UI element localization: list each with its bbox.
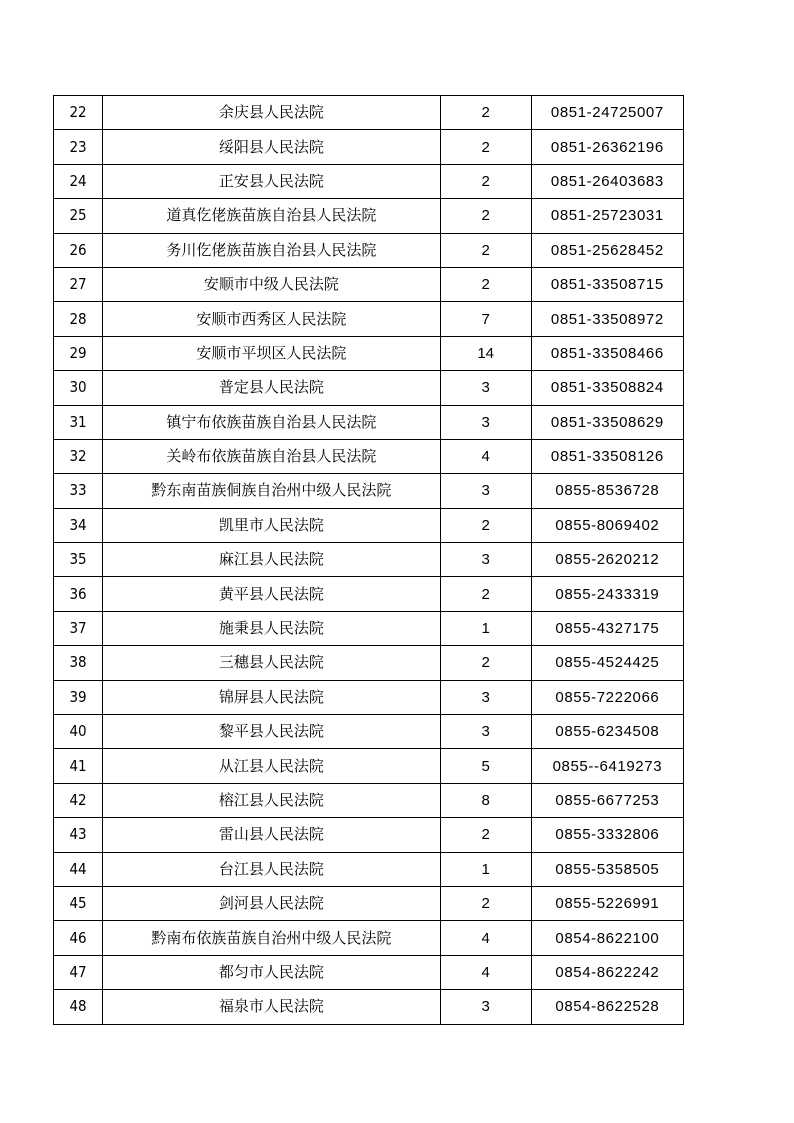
court-name-cell: 镇宁布依族苗族自治县人民法院: [103, 405, 441, 439]
count-cell: 3: [440, 371, 531, 405]
court-name-cell: 施秉县人民法院: [103, 611, 441, 645]
table-row: [54, 439, 684, 473]
count-cell: 3: [440, 715, 531, 749]
phone-cell: 0855-2620212: [531, 543, 683, 577]
table-row: [54, 267, 684, 301]
court-name-cell: 余庆县人民法院: [103, 96, 441, 130]
court-name-cell: 普定县人民法院: [103, 371, 441, 405]
row-number-cell: 48: [54, 990, 103, 1024]
phone-cell: 0851-33508126: [531, 439, 683, 473]
court-name-cell: 三穗县人民法院: [103, 646, 441, 680]
row-number-cell: 29: [54, 336, 103, 370]
row-number-cell: 46: [54, 921, 103, 955]
count-cell: 2: [440, 130, 531, 164]
count-cell: 2: [440, 96, 531, 130]
table-row: [54, 96, 684, 130]
table-row: [54, 921, 684, 955]
court-name-cell: 安顺市中级人民法院: [103, 267, 441, 301]
table-row: [54, 199, 684, 233]
table-row: [54, 577, 684, 611]
row-number-cell: 34: [54, 508, 103, 542]
phone-cell: 0855-2433319: [531, 577, 683, 611]
count-cell: 14: [440, 336, 531, 370]
court-name-cell: 台江县人民法院: [103, 852, 441, 886]
phone-cell: 0855-4524425: [531, 646, 683, 680]
court-name-cell: 绥阳县人民法院: [103, 130, 441, 164]
row-number-cell: 37: [54, 611, 103, 645]
row-number-cell: 38: [54, 646, 103, 680]
row-number-cell: 28: [54, 302, 103, 336]
phone-cell: 0855--6419273: [531, 749, 683, 783]
phone-cell: 0854-8622100: [531, 921, 683, 955]
row-number-cell: 35: [54, 543, 103, 577]
phone-cell: 0854-8622528: [531, 990, 683, 1024]
count-cell: 2: [440, 199, 531, 233]
phone-cell: 0854-8622242: [531, 955, 683, 989]
count-cell: 4: [440, 955, 531, 989]
row-number-cell: 24: [54, 164, 103, 198]
table-row: [54, 233, 684, 267]
court-name-cell: 务川仡佬族苗族自治县人民法院: [103, 233, 441, 267]
row-number-cell: 32: [54, 439, 103, 473]
court-name-cell: 安顺市西秀区人民法院: [103, 302, 441, 336]
court-name-cell: 从江县人民法院: [103, 749, 441, 783]
count-cell: 2: [440, 577, 531, 611]
court-name-cell: 道真仡佬族苗族自治县人民法院: [103, 199, 441, 233]
row-number-cell: 45: [54, 886, 103, 920]
table-row: [54, 783, 684, 817]
table-row: [54, 405, 684, 439]
court-contact-table: [53, 95, 684, 1025]
count-cell: 2: [440, 508, 531, 542]
count-cell: 2: [440, 646, 531, 680]
count-cell: 1: [440, 852, 531, 886]
count-cell: 3: [440, 405, 531, 439]
count-cell: 7: [440, 302, 531, 336]
court-name-cell: 黔东南苗族侗族自治州中级人民法院: [103, 474, 441, 508]
count-cell: 4: [440, 921, 531, 955]
row-number-cell: 26: [54, 233, 103, 267]
phone-cell: 0851-33508629: [531, 405, 683, 439]
row-number-cell: 43: [54, 818, 103, 852]
row-number-cell: 25: [54, 199, 103, 233]
row-number-cell: 39: [54, 680, 103, 714]
table-row: [54, 886, 684, 920]
phone-cell: 0855-6234508: [531, 715, 683, 749]
phone-cell: 0855-8069402: [531, 508, 683, 542]
table-row: [54, 543, 684, 577]
table-row: [54, 474, 684, 508]
row-number-cell: 36: [54, 577, 103, 611]
court-table-body: [54, 96, 684, 1025]
phone-cell: 0855-3332806: [531, 818, 683, 852]
phone-cell: 0855-8536728: [531, 474, 683, 508]
table-row: [54, 302, 684, 336]
table-row: [54, 611, 684, 645]
table-row: [54, 955, 684, 989]
count-cell: 5: [440, 749, 531, 783]
phone-cell: 0851-33508824: [531, 371, 683, 405]
table-row: [54, 818, 684, 852]
count-cell: 4: [440, 439, 531, 473]
phone-cell: 0851-25723031: [531, 199, 683, 233]
count-cell: 1: [440, 611, 531, 645]
row-number-cell: 31: [54, 405, 103, 439]
row-number-cell: 41: [54, 749, 103, 783]
court-name-cell: 麻江县人民法院: [103, 543, 441, 577]
row-number-cell: 40: [54, 715, 103, 749]
table-row: [54, 646, 684, 680]
phone-cell: 0851-33508972: [531, 302, 683, 336]
court-name-cell: 关岭布依族苗族自治县人民法院: [103, 439, 441, 473]
court-name-cell: 正安县人民法院: [103, 164, 441, 198]
table-row: [54, 508, 684, 542]
phone-cell: 0855-7222066: [531, 680, 683, 714]
count-cell: 3: [440, 474, 531, 508]
court-name-cell: 凯里市人民法院: [103, 508, 441, 542]
count-cell: 2: [440, 233, 531, 267]
count-cell: 3: [440, 680, 531, 714]
table-row: [54, 715, 684, 749]
count-cell: 2: [440, 886, 531, 920]
court-name-cell: 雷山县人民法院: [103, 818, 441, 852]
row-number-cell: 33: [54, 474, 103, 508]
phone-cell: 0851-25628452: [531, 233, 683, 267]
table-row: [54, 680, 684, 714]
court-name-cell: 黄平县人民法院: [103, 577, 441, 611]
court-name-cell: 剑河县人民法院: [103, 886, 441, 920]
table-row: [54, 130, 684, 164]
table-row: [54, 371, 684, 405]
count-cell: 3: [440, 543, 531, 577]
row-number-cell: 30: [54, 371, 103, 405]
phone-cell: 0855-5358505: [531, 852, 683, 886]
row-number-cell: 22: [54, 96, 103, 130]
table-row: [54, 336, 684, 370]
count-cell: 2: [440, 267, 531, 301]
row-number-cell: 27: [54, 267, 103, 301]
court-name-cell: 都匀市人民法院: [103, 955, 441, 989]
row-number-cell: 42: [54, 783, 103, 817]
table-row: [54, 749, 684, 783]
table-row: [54, 164, 684, 198]
table-row: [54, 990, 684, 1024]
phone-cell: 0855-5226991: [531, 886, 683, 920]
row-number-cell: 44: [54, 852, 103, 886]
count-cell: 2: [440, 164, 531, 198]
count-cell: 2: [440, 818, 531, 852]
phone-cell: 0855-4327175: [531, 611, 683, 645]
count-cell: 3: [440, 990, 531, 1024]
row-number-cell: 47: [54, 955, 103, 989]
court-name-cell: 黔南布依族苗族自治州中级人民法院: [103, 921, 441, 955]
table-row: [54, 852, 684, 886]
row-number-cell: 23: [54, 130, 103, 164]
court-name-cell: 榕江县人民法院: [103, 783, 441, 817]
court-name-cell: 锦屏县人民法院: [103, 680, 441, 714]
phone-cell: 0851-33508715: [531, 267, 683, 301]
court-name-cell: 黎平县人民法院: [103, 715, 441, 749]
phone-cell: 0851-24725007: [531, 96, 683, 130]
phone-cell: 0851-33508466: [531, 336, 683, 370]
court-name-cell: 安顺市平坝区人民法院: [103, 336, 441, 370]
phone-cell: 0851-26362196: [531, 130, 683, 164]
phone-cell: 0851-26403683: [531, 164, 683, 198]
phone-cell: 0855-6677253: [531, 783, 683, 817]
court-name-cell: 福泉市人民法院: [103, 990, 441, 1024]
count-cell: 8: [440, 783, 531, 817]
